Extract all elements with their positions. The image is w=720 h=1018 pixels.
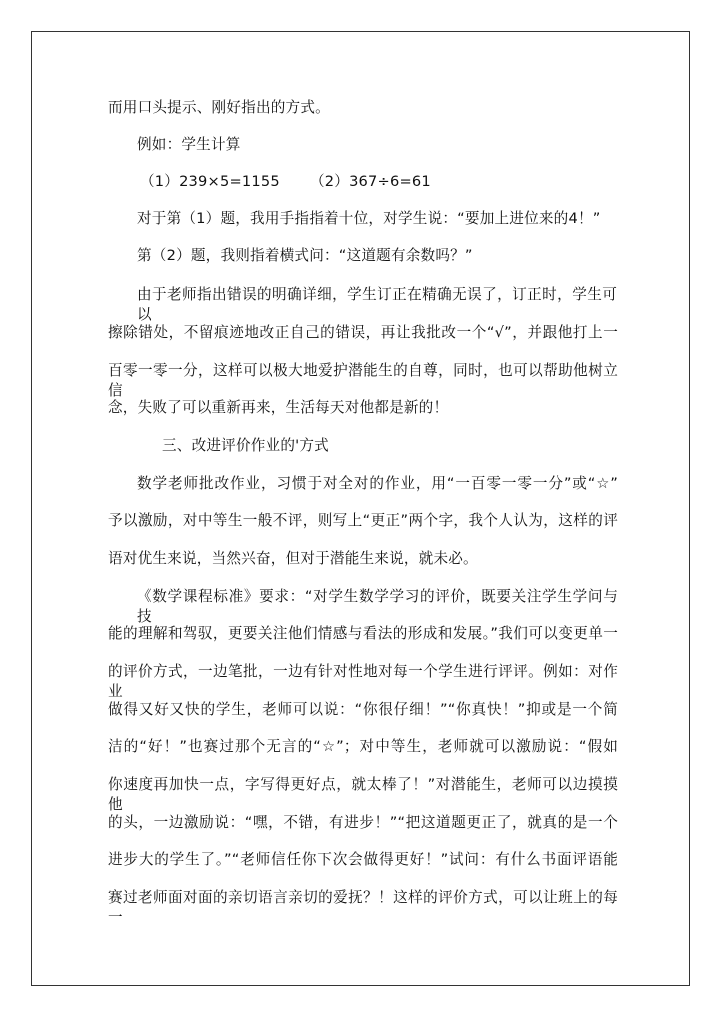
- paragraph-line: 念，失败了可以重新再来，生活每天对他都是新的！: [108, 399, 449, 416]
- paragraph-line: 百零一零一分，这样可以极大地爱护潜能生的自尊，同时，也可以帮助他树立信: [108, 362, 618, 399]
- paragraph-line: 的头，一边激励说：“嘿，不错，有进步！”“把这道题更正了，就真的是一个: [108, 814, 618, 831]
- paragraph-line: 做得又好又快的学生，老师可以说：“你很仔细！”“你真快！”抑或是一个简: [108, 701, 618, 718]
- paragraph-line: 由于老师指出错误的明确详细，学生订正在精确无误了，订正时，学生可以: [137, 286, 617, 323]
- paragraph-line: 对于第（1）题，我用手指指着十位，对学生说：“要加上进位来的4！”: [137, 210, 601, 227]
- calculation-1: （1）239×5=1155: [140, 173, 280, 190]
- paragraph-line: 赛过老师面对面的亲切语言亲切的爱抚？！这样的评价方式，可以让班上的每一: [108, 889, 618, 926]
- paragraph-line: 《数学课程标准》要求：“对学生数学学习的评价，既要关注学生学问与技: [137, 588, 618, 625]
- paragraph-line: 而用口头提示、刚好指出的方式。: [108, 99, 330, 116]
- paragraph-line: 第（2）题，我则指着横式问：“这道题有余数吗？”: [137, 247, 473, 264]
- calculation-2: （2）367÷6=61: [310, 173, 431, 190]
- section-heading: 三、改进评价作业的'方式: [162, 437, 329, 454]
- paragraph-line: 你速度再加快一点，字写得更好点，就太棒了！”对潜能生，老师可以边摸摸他: [108, 776, 618, 813]
- paragraph-line: 例如：学生计算: [137, 136, 241, 153]
- paragraph-line: 能的理解和驾驭，更要关注他们情感与看法的形成和发展。”我们可以变更单一: [108, 625, 618, 642]
- paragraph-line: 语对优生来说，当然兴奋，但对于潜能生来说，就未必。: [108, 550, 478, 567]
- paragraph-line: 的评价方式，一边笔批，一边有针对性地对每一个学生进行评评。例如：对作业: [108, 663, 618, 700]
- paragraph-line: 擦除错处，不留痕迹地改正自己的错误，再让我批改一个“√”，并跟他打上一: [108, 324, 618, 341]
- paragraph-line: 数学老师批改作业，习惯于对全对的作业，用“一百零一零一分”或“☆”: [137, 475, 618, 492]
- calculation-row: [140, 172, 440, 192]
- paragraph-line: 进步大的学生了。”“老师信任你下次会做得更好！”试问：有什么书面评语能: [108, 851, 618, 868]
- paragraph-line: 洁的“好！”也赛过那个无言的“☆”；对中等生，老师就可以激励说：“假如: [108, 738, 618, 755]
- paragraph-line: 予以激励，对中等生一般不评，则写上“更正”两个字，我个人认为，这样的评: [108, 512, 618, 529]
